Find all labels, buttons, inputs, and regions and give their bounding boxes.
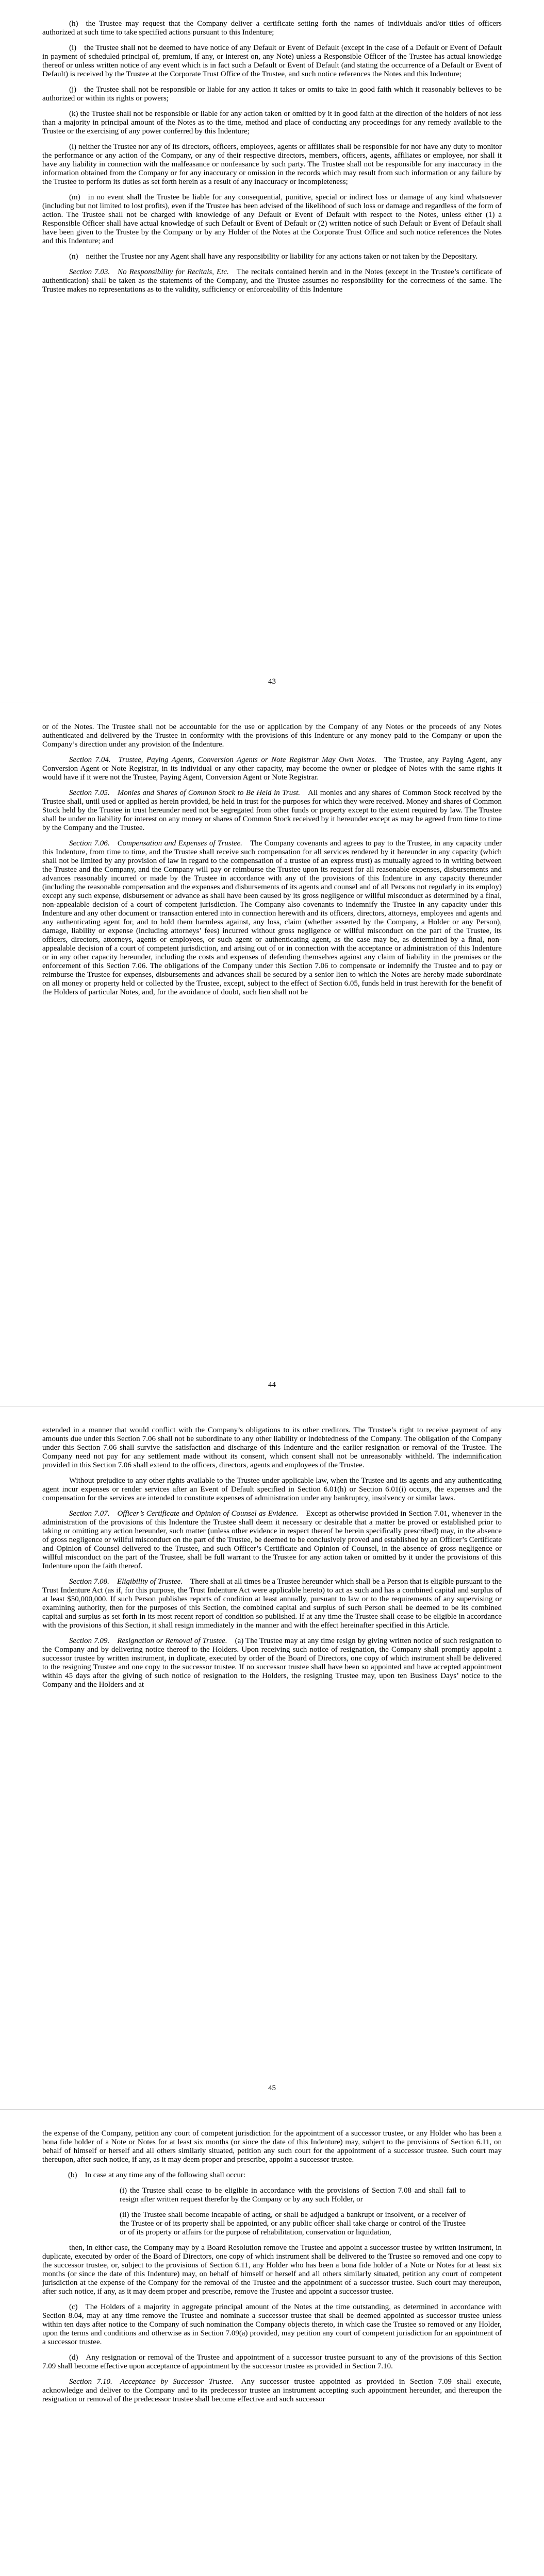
section-text: Except as otherwise provided in Section 7.01, whenever in the administration of the provisions of this Indenture the Trustee shall deem it necessary or desirable that a matter be proved or established prior to taking or omitting any action hereunder, such matter (unless other evidence in respect thereof be herein specifically prescribed) may, in the absence of gross negligence or willful misconduct on the part of the Trustee, be deemed to be conclusively proved and established by an Officer’s Certificate and Opinion of Counsel delivered to the Trustee, and such Officer’s Certificate and Opinion of Counsel, in the absence of gross negligence or willful misconduct on the part of the Trustee, shall be full warrant to the Trustee for any action taken or omitted by it under the provisions of this Indenture upon the faith thereof.: [42, 1510, 502, 1570]
page-number: 44: [268, 1381, 276, 1389]
paragraph: (b) In case at any time any of the following shall occur:: [68, 2171, 246, 2179]
section-text: All monies and any shares of Common Stock received by the Trustee shall, until used or applied as herein provided, be held in trust for the purposes for which they were received. Money and shares of Common Stock held by the Trustee in trust hereunder need not be segregated from other funds or property except to the extent required by law. The Trustee shall be under no liability for interest on any money or shares of Common Stock received by it hereunder except as may be agreed from time to time by the Company and the Trustee.: [42, 789, 502, 832]
section-heading: Section 7.09. Resignation or Removal of Trustee.: [69, 1637, 227, 1645]
paragraph: (d) Any resignation or removal of the Trustee and appointment of a successor trustee pursuant to any of the provisions of this Section 7.09 shall become effective upon acceptance of appointment by the successor trustee as provided in Section 7.10.: [42, 2353, 502, 2370]
paragraph: Without prejudice to any other rights available to the Trustee under applicable law, when the Trustee and its agents and any authenticating agent incur expenses or render services after an Event of Default specified in Section 6.01(h) or Section 6.01(i) occurs, the expenses and the compensation for the services are intended to constitute expenses of administration under any bankruptcy, insolvency or similar laws.: [42, 1477, 502, 1502]
paragraph: then, in either case, the Company may by a Board Resolution remove the Trustee and appoint a successor trustee by written instrument, in duplicate, executed by order of the Board of Directors, one copy of which instrument shall be delivered to the Trustee so removed and one copy to the successor trustee, or, subject to the provisions of Section 6.11, any Holder who has been a bona fide holder of a Note or Notes for at least six months (or since the date of this Indenture) may, on behalf of himself or herself and all others similarly situated, petition any court of competent jurisdiction at the expense of the Company for the removal of the Trustee and the appointment of a successor trustee. Such court may thereupon, after such notice, if any, as it may deem proper and prescribe, remove the Trustee and appoint a successor trustee.: [42, 2244, 502, 2296]
paragraph: (h) the Trustee may request that the Company deliver a certificate setting forth the names of individuals and/or titles of officers authorized at such time to take specified actions pursuant to this Indenture;: [42, 20, 502, 37]
paragraph: (ii) the Trustee shall become incapable of acting, or shall be adjudged a bankrupt or insolvent, or a receiver of the Trustee or of its property shall be appointed, or any public officer shall take charge or control of the Trustee or of its property or affairs for the purpose of rehabilitation, conservation or liquidation,: [120, 2211, 466, 2236]
paragraph: (l) neither the Trustee nor any of its directors, officers, employees, agents or affiliates shall be responsible for nor have any duty to monitor the performance or any action of the Company, or any of their respective directors, members, officers, agents, affiliates or employee, nor shall it have any liability in connection with the malfeasance or nonfeasance by such party. The Trustee shall not be responsible for any inaccuracy in the information obtained from the Company or for any inaccuracy or omission in the records which may result from such information or any failure by the Trustee to perform its duties as set forth herein as a result of any inaccuracy or incompleteness;: [42, 143, 502, 186]
section-heading: Section 7.04. Trustee, Paying Agents, Conversion Agents or Note Registrar May Own Notes.: [69, 756, 376, 764]
section-paragraph: [42, 1637, 502, 1689]
paragraph: (j) the Trustee shall not be responsible or liable for any action it takes or omits to take in good faith which it reasonably believes to be authorized or within its rights or powers;: [42, 86, 502, 103]
section-text: There shall at all times be a Trustee hereunder which shall be a Person that is eligible pursuant to the Trust Indenture Act (as if, for this purpose, the Trust Indenture Act were applicable hereto) to act as such and has a combined capital and surplus of at least $50,000,000. If such Person publishes reports of condition at least annually, pursuant to law or to the requirements of any supervising or examining authority, then for the purposes of this Section, the combined capital and surplus of such Person shall be deemed to be its combined capital and surplus as set forth in its most recent report of condition so published. If at any time the Trustee shall cease to be eligible in accordance with the provisions of this Section, it shall resign immediately in the manner and with the effect hereinafter specified in this Article.: [42, 1578, 502, 1630]
section-text: The Trustee, any Paying Agent, any Conversion Agent or Note Registrar, in its individual or any other capacity, may become the owner or pledgee of Notes with the same rights it would have if it were not the Trustee, Paying Agent, Conversion Agent or Note Registrar.: [42, 756, 502, 782]
section-paragraph: [42, 2378, 502, 2404]
paragraph: the expense of the Company, petition any court of competent jurisdiction for the appointment of a successor trustee, or any Holder who has been a bona fide holder of a Note or Notes for at least six months (or since the date of this Indenture) may, subject to the provisions of Section 6.11, on behalf of himself or herself and all others similarly situated, petition any such court for the appointment of a successor trustee. Such court may thereupon, after such notice, if any, as it may deem proper and prescribe, appoint a successor trustee.: [42, 2129, 502, 2164]
section-text: Any successor trustee appointed as provided in Section 7.09 shall execute, acknowledge and deliver to the Company and to its predecessor trustee an instrument accepting such appointment hereunder, and thereupon the resignation or removal of the predecessor trustee shall become effective and such successor: [42, 2378, 502, 2403]
section-paragraph: [42, 789, 502, 833]
section-heading: Section 7.10. Acceptance by Successor Trustee.: [69, 2378, 234, 2386]
section-paragraph: [42, 1510, 502, 1571]
document-page: [0, 2110, 544, 2576]
paragraph: extended in a manner that would conflict with the Company’s obligations to its other creditors. The Trustee’s right to receive payment of any amounts due under this Section 7.06 shall not be subordinate to any other liability or indebtedness of the Company. The obligation of the Company under this Section 7.06 shall survive the satisfaction and discharge of this Indenture and the earlier resignation or removal of the Trustee. The Company need not pay for any settlement made without its consent, which consent shall not be unreasonably withheld. The indemnification provided in this Section 7.06 shall extend to the officers, directors, agents and employees of the Trustee.: [42, 1426, 502, 1469]
paragraph: (k) the Trustee shall not be responsible or liable for any action taken or omitted by it in good faith at the direction of the holders of not less than a majority in principal amount of the Notes as to the time, method and place of conducting any proceedings for any remedy available to the Trustee or the exercising of any power conferred by this Indenture;: [42, 110, 502, 135]
document-page: [0, 0, 544, 703]
page-number: 45: [268, 2084, 276, 2092]
page-number: 43: [268, 677, 276, 686]
section-heading: Section 7.07. Officer’s Certificate and Opinion of Counsel as Evidence.: [69, 1510, 299, 1518]
paragraph: or of the Notes. The Trustee shall not be accountable for the use or application by the Company of any Notes or the proceeds of any Notes authenticated and delivered by the Trustee in conformity with the provisions of this Indenture or any money paid to the Company or upon the Company’s direction under any provision of the Indenture.: [42, 723, 502, 749]
section-heading: Section 7.08. Eligibility of Trustee.: [69, 1578, 183, 1586]
section-heading: Section 7.03. No Responsibility for Recitals, Etc.: [69, 268, 229, 276]
section-paragraph: [42, 1578, 502, 1630]
section-paragraph: [42, 756, 502, 782]
paragraph: (n) neither the Trustee nor any Agent shall have any responsibility or liability for any actions taken or not taken by the Depositary.: [69, 252, 478, 261]
paragraph: (i) the Trustee shall not be deemed to have notice of any Default or Event of Default (except in the case of a Default or Event of Default in payment of scheduled principal of, premium, if any, or interest on, any Note) unless a Responsible Officer of the Trustee has actual knowledge thereof or unless written notice of any event which is in fact such a Default or Event of Default (and stating the occurrence of a Default or Event of Default) is received by the Trustee at the Corporate Trust Office of the Trustee, and such notice references the Notes and this Indenture;: [42, 44, 502, 78]
section-heading: Section 7.06. Compensation and Expenses of Trustee.: [69, 839, 242, 848]
paragraph: (i) the Trustee shall cease to be eligible in accordance with the provisions of Section 7.08 and shall fail to resign after written request therefor by the Company or by any such Holder, or: [120, 2187, 466, 2204]
section-paragraph: [42, 839, 502, 997]
section-text: (a) The Trustee may at any time resign by giving written notice of such resignation to the Company and by delivering notice thereof to the Holders. Upon receiving such notice of resignation, the Company shall promptly appoint a successor trustee by written instrument, in duplicate, executed by order of the Board of Directors, one copy of which instrument shall be delivered to the resigning Trustee and one copy to the successor trustee. If no successor trustee shall have been so appointed and have accepted appointment within 45 days after the giving of such notice of resignation to the Holders, the resigning Trustee may, upon ten Business Days’ notice to the Company and the Holders and at: [42, 1637, 502, 1689]
paragraph: (c) The Holders of a majority in aggregate principal amount of the Notes at the time outstanding, as determined in accordance with Section 8.04, may at any time remove the Trustee and nominate a successor trustee that shall be deemed appointed as successor trustee unless within ten days after notice to the Company of such nomination the Company objects thereto, in which case the Trustee so removed or any Holder, upon the terms and conditions and otherwise as in Section 7.09(a) provided, may petition any court of competent jurisdiction for an appointment of a successor trustee.: [42, 2303, 502, 2346]
paragraph: (m) in no event shall the Trustee be liable for any consequential, punitive, special or indirect loss or damage of any kind whatsoever (including but not limited to lost profits), even if the Trustee has been advised of the likelihood of such loss or damage and regardless of the form of action. The Trustee shall not be charged with knowledge of any Default or Event of Default with respect to the Notes, unless either (1) a Responsible Officer shall have actual knowledge of such Default or Event of Default or (2) written notice of such Default or Event of Default shall have been given to the Trustee by the Company or by any Holder of the Notes at the Corporate Trust Office and such notice references the Notes and this Indenture; and: [42, 193, 502, 245]
document-page: [0, 703, 544, 1406]
section-heading: Section 7.05. Monies and Shares of Common Stock to Be Held in Trust.: [69, 789, 301, 797]
section-paragraph: [42, 268, 502, 294]
section-text: The recitals contained herein and in the Notes (except in the Trustee’s certificate of authentication) shall be taken as the statements of the Company, and the Trustee assumes no responsibility for the correctness of the same. The Trustee makes no representations as to the validity, sufficiency or enforceability of this Indenture: [42, 268, 502, 294]
document-page: [0, 1406, 544, 2110]
section-text: The Company covenants and agrees to pay to the Trustee, in any capacity under this Indenture, from time to time, and the Trustee shall receive such compensation for all services rendered by it hereunder in any capacity (which shall not be limited by any provision of law in regard to the compensation of a trustee of an express trust) as mutually agreed to in writing between the Trustee and the Company, and the Company will pay or reimburse the Trustee upon its request for all reasonable expenses, disbursements and advances reasonably incurred or made by the Trustee in accordance with any of the provisions of this Indenture in any capacity thereunder (including the reasonable compensation and the expenses and disbursements of its agents and counsel and of all Persons not regularly in its employ) except any such expense, disbursement or advance as shall have been caused by its gross negligence or willful misconduct as determined by a final, non-appealable decision of a court of competent jurisdiction. The Company also covenants to indemnify the Trustee in any capacity under this Indenture and any other document or transaction entered into in connection herewith and its officers, directors, attorneys, employees and agents and any authenticating agent for, and to hold them harmless against, any loss, claim (whether asserted by the Company, a Holder or any Person), damage, liability or expense (including attorneys’ fees) incurred without gross negligence or willful misconduct on the part of the Trustee, its officers, directors, attorneys, agents or employees, or such agent or authenticating agent, as the case may be, as determined by a final, non-appealable decision of a court of competent jurisdiction, and arising out of or in connection with the acceptance or administration of this Indenture or in any other capacity hereunder, including the costs and expenses of defending themselves against any claim of liability in the premises or the enforcement of this Section 7.06. The obligations of the Company under this Section 7.06 to compensate or indemnify the Trustee and to pay or reimburse the Trustee for expenses, disbursements and advances shall be secured by a senior lien to which the Notes are hereby made subordinate on all money or property held or collected by the Trustee, except, subject to the effect of Section 6.05, funds held in trust herewith for the benefit of the Holders of particular Notes, and, for the avoidance of doubt, such lien shall not be: [42, 839, 502, 996]
